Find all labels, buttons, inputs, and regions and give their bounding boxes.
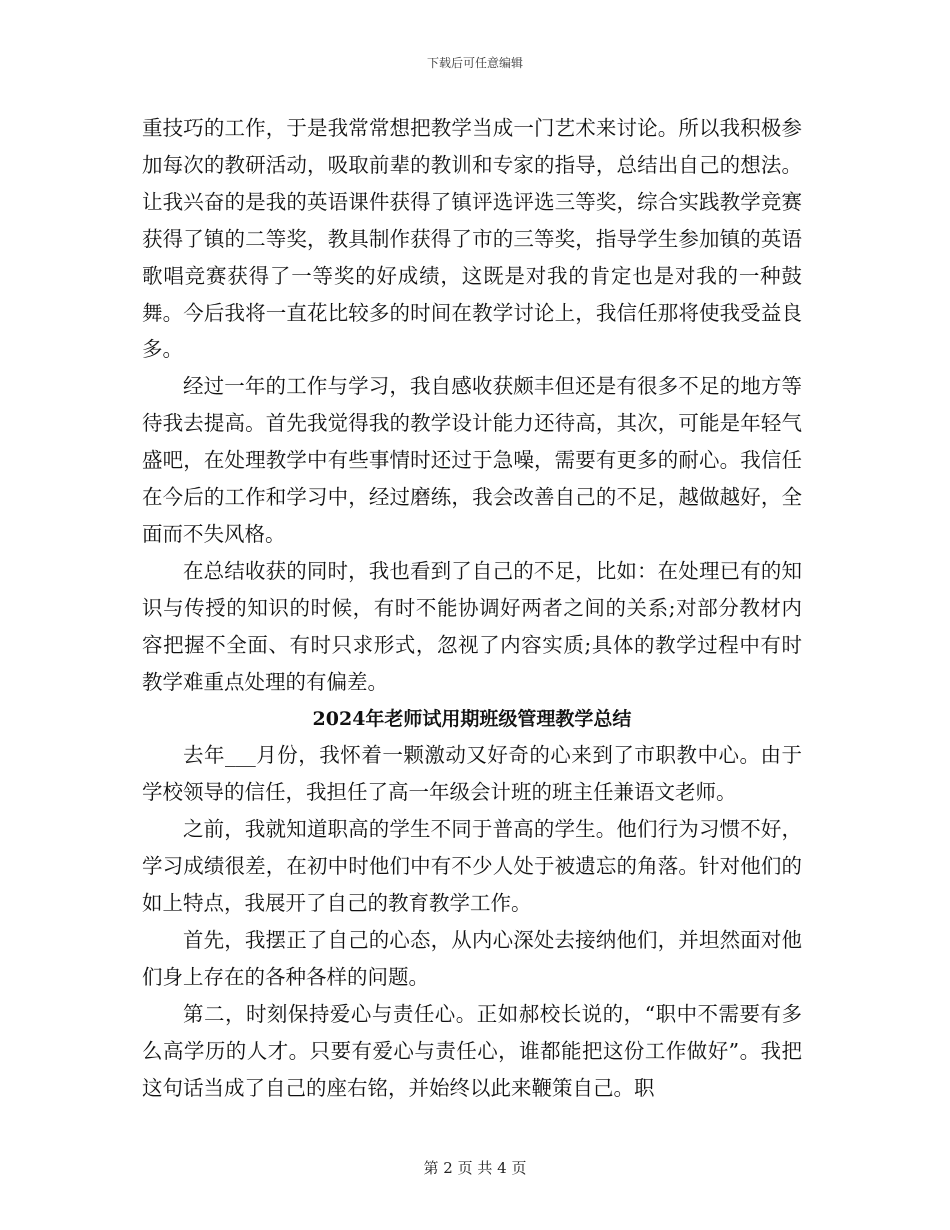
paragraph: 经过一年的工作与学习，我自感收获颇丰但还是有很多不足的地方等待我去提高。首先我觉得我的教学设计能力还待高，其次，可能是年轻气盛吧，在处理教学中有些事情时还过于急噪，需要有更多的耐心。我信任在今后的工作和学习中，经过磨练，我会改善自己的不足，越做越好，全面而不失风格。 bbox=[142, 374, 802, 546]
page-header: 下载后可任意编辑 bbox=[426, 56, 523, 70]
page-number: 第 2 页 共 4 页 bbox=[423, 1159, 527, 1177]
paragraph: 在总结收获的同时，我也看到了自己的不足，比如：在处理已有的知识与传授的知识的时候，有时不能协调好两者之间的关系;对部分教材内容把握不全面、有时只求形式，忽视了内容实质;具体的教学过程中有时教学难重点处理的有偏差。 bbox=[142, 558, 802, 694]
paragraph: 之前，我就知道职高的学生不同于普高的学生。他们行为习惯不好，学习成绩很差，在初中时他们中有不少人处于被遗忘的角落。针对他们的如上特点，我展开了自己的教育教学工作。 bbox=[142, 817, 802, 916]
paragraph: 重技巧的工作，于是我常常想把教学当成一门艺术来讨论。所以我积极参加每次的教研活动，吸取前辈的教训和专家的指导，总结出自己的想法。让我兴奋的是我的英语课件获得了镇评选评选三等奖，综合实践教学竞赛获得了镇的二等奖，教具制作获得了市的三等奖，指导学生参加镇的英语歌唱竞赛获得了一等奖的好成绩，这既是对我的肯定也是对我的一种鼓舞。今后我将一直花比较多的时间在教学讨论上，我信任那将使我受益良多。 bbox=[142, 116, 802, 362]
paragraph: 第二，时刻保持爱心与责任心。正如郝校长说的，“职中不需要有多么高学历的人才。只要有爱心与责任心，谁都能把这份工作做好”。我把这句话当成了自己的座右铭，并始终以此来鞭策自己。职 bbox=[142, 1001, 802, 1100]
paragraph: 首先，我摆正了自己的心态，从内心深处去接纳他们，并坦然面对他们身上存在的各种各样的问题。 bbox=[142, 927, 802, 989]
document-body bbox=[142, 110, 802, 1106]
paragraph: 去年___月份，我怀着一颗激动又好奇的心来到了市职教中心。由于学校领导的信任，我担任了高一年级会计班的班主任兼语文老师。 bbox=[142, 743, 802, 805]
section-title: 2024年老师试用期班级管理教学总结 bbox=[312, 707, 632, 730]
